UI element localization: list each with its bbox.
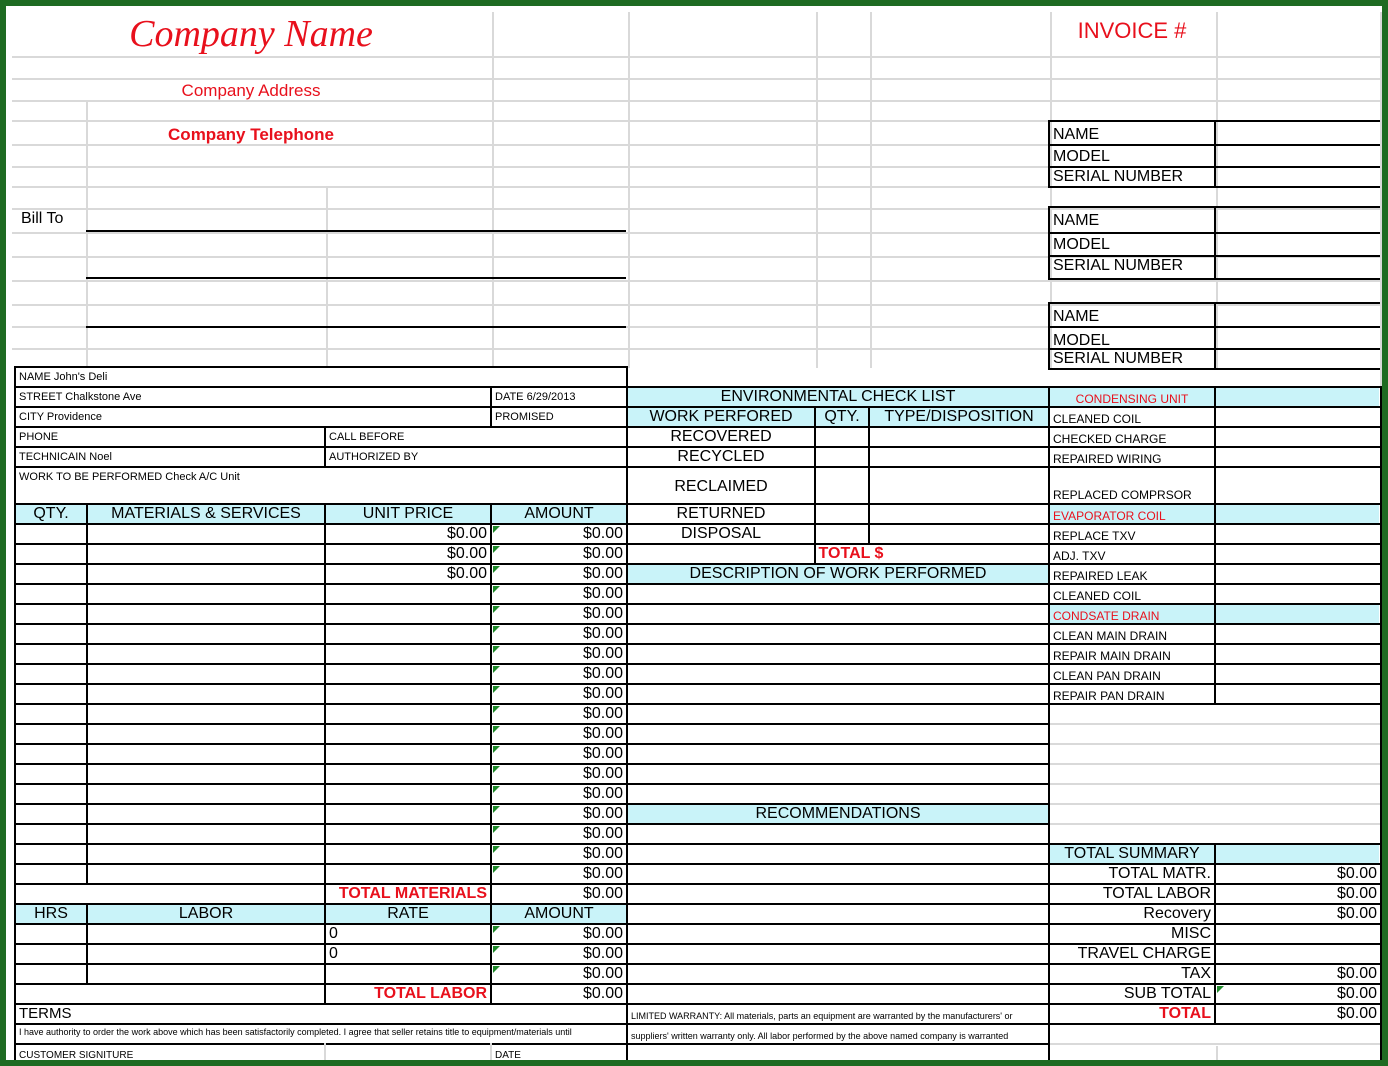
summary-row-label: Recovery xyxy=(1143,905,1211,922)
summary-row-value: $0.00 xyxy=(1336,985,1377,1002)
border-line xyxy=(626,603,1048,605)
summary-row-label: TOTAL MATR. xyxy=(1108,865,1211,882)
gridline xyxy=(1050,783,1380,785)
materials-column-header: AMOUNT xyxy=(524,505,594,522)
equipment-model-label: MODEL xyxy=(1053,236,1110,253)
border-line xyxy=(14,1043,1048,1045)
phone-label: PHONE xyxy=(19,431,59,443)
checklist-item: CLEAN MAIN DRAIN xyxy=(1053,629,1168,643)
equipment-model-label: MODEL xyxy=(1053,332,1110,349)
total-labor-value: $0.00 xyxy=(582,985,623,1002)
bill-to-label: Bill To xyxy=(21,210,64,227)
summary-row-label: SUB TOTAL xyxy=(1123,985,1211,1002)
border-line xyxy=(1048,1023,1380,1025)
amount-cell: $0.00 xyxy=(582,525,623,542)
env-row-label: DISPOSAL xyxy=(680,525,762,542)
amount-cell: $0.00 xyxy=(582,745,623,762)
env-row-label: RECOVERED xyxy=(670,428,772,445)
equipment-name-label: NAME xyxy=(1053,126,1100,143)
unit-price-cell xyxy=(326,665,490,683)
border-line xyxy=(86,326,626,328)
amount-cell: $0.00 xyxy=(582,825,623,842)
summary-row-value xyxy=(1216,925,1380,943)
evaporator-coil-title: EVAPORATOR COIL xyxy=(1053,509,1166,523)
total-labor-label: TOTAL LABOR xyxy=(374,985,487,1002)
border-line xyxy=(626,683,1048,685)
env-row-label: RETURNED xyxy=(676,505,766,522)
unit-price-cell xyxy=(326,765,490,783)
equipment-name-label: NAME xyxy=(1053,212,1100,229)
gridline xyxy=(1216,12,1218,368)
border-line xyxy=(1214,302,1216,368)
unit-price-cell xyxy=(326,645,490,663)
border-line xyxy=(626,643,1048,645)
summary-row-label: TAX xyxy=(1181,965,1211,982)
promised-label: PROMISED xyxy=(495,411,554,423)
amount-cell: $0.00 xyxy=(582,585,623,602)
labor-amount-cell: $0.00 xyxy=(582,925,623,942)
border-line xyxy=(626,723,1048,725)
authorized-by-label: AUTHORIZED BY xyxy=(329,451,419,463)
border-line xyxy=(626,783,1048,785)
condensate-drain-title: CONDSATE DRAIN xyxy=(1053,609,1160,623)
amount-cell: $0.00 xyxy=(582,685,623,702)
amount-cell: $0.00 xyxy=(582,645,623,662)
signature-date-label: DATE xyxy=(495,1050,521,1061)
amount-cell: $0.00 xyxy=(582,565,623,582)
gridline xyxy=(1050,723,1380,725)
summary-row-value: $0.00 xyxy=(1336,905,1377,922)
labor-amount-cell: $0.00 xyxy=(582,945,623,962)
warranty-text-line2: suppliers' written warranty only. All labor performed by the above named company is warranted xyxy=(631,1031,1009,1041)
unit-price-cell xyxy=(326,725,490,743)
amount-cell: $0.00 xyxy=(582,865,623,882)
border-line xyxy=(626,663,1048,665)
amount-cell: $0.00 xyxy=(582,845,623,862)
gridline xyxy=(1050,1043,1380,1045)
terms-text: I have authority to order the work above which has been satisfactorily completed. I agree that seller retains title to equipment/materials until xyxy=(19,1027,572,1037)
total-summary-title: TOTAL SUMMARY xyxy=(1064,845,1200,862)
border-line xyxy=(1214,386,1216,703)
amount-cell: $0.00 xyxy=(582,725,623,742)
gridline xyxy=(12,56,1388,58)
gridline xyxy=(12,280,1388,282)
summary-row-value xyxy=(1216,945,1380,963)
company-telephone: Company Telephone xyxy=(168,125,334,144)
border-line xyxy=(626,983,1048,985)
materials-column-header: MATERIALS & SERVICES xyxy=(111,505,301,522)
border-line xyxy=(626,823,1048,825)
amount-cell: $0.00 xyxy=(582,545,623,562)
env-row-label: RECYCLED xyxy=(677,448,765,465)
labor-rate-cell xyxy=(326,965,490,983)
description-of-work-title: DESCRIPTION OF WORK PERFORMED xyxy=(689,565,987,582)
labor-column-header: LABOR xyxy=(178,905,234,922)
equipment-serial-label: SERIAL NUMBER xyxy=(1053,350,1184,367)
border-line xyxy=(86,277,626,279)
work-performed-header: WORK PERFORED xyxy=(649,408,793,425)
summary-row-value: $0.00 xyxy=(1336,965,1377,982)
company-address: Company Address xyxy=(181,81,321,100)
equipment-serial-label: SERIAL NUMBER xyxy=(1053,257,1184,274)
summary-row-label: MISC xyxy=(1171,925,1211,942)
border-line xyxy=(324,503,326,903)
work-to-be-performed: WORK TO BE PERFORMED Check A/C Unit xyxy=(19,471,240,483)
border-line xyxy=(626,623,1048,625)
border-line xyxy=(814,406,816,563)
border-line xyxy=(626,763,1048,765)
border-line xyxy=(626,883,1048,885)
total-materials-value: $0.00 xyxy=(582,885,623,902)
summary-row-value: $0.00 xyxy=(1336,885,1377,902)
grand-total-label: TOTAL xyxy=(1159,1005,1211,1022)
recommendations-title: RECOMMENDATIONS xyxy=(755,805,921,822)
unit-price-cell xyxy=(326,805,490,823)
amount-cell: $0.00 xyxy=(582,625,623,642)
summary-row-value: $0.00 xyxy=(1336,865,1377,882)
gridline xyxy=(1050,823,1380,825)
gridline xyxy=(1050,743,1380,745)
border-line xyxy=(626,943,1048,945)
border-line xyxy=(626,963,1048,965)
unit-price-cell: $0.00 xyxy=(446,545,487,562)
checklist-item: CLEANED COIL xyxy=(1053,412,1142,426)
type-disposition-header: TYPE/DISPOSITION xyxy=(884,408,1034,425)
terms-label: TERMS xyxy=(19,1005,72,1022)
gridline xyxy=(1050,763,1380,765)
checklist-item: CLEANED COIL xyxy=(1053,589,1142,603)
labor-column-header: AMOUNT xyxy=(524,905,594,922)
env-row-label: RECLAIMED xyxy=(674,478,768,495)
border-line xyxy=(1214,206,1216,278)
amount-cell: $0.00 xyxy=(582,785,623,802)
labor-column-header: HRS xyxy=(34,905,68,922)
border-line xyxy=(868,406,870,543)
border-line xyxy=(626,903,1048,905)
border-line xyxy=(1048,278,1380,280)
checklist-item: ADJ. TXV xyxy=(1053,549,1106,563)
labor-rate-cell: 0 xyxy=(329,925,338,942)
amount-cell: $0.00 xyxy=(582,705,623,722)
unit-price-cell xyxy=(326,605,490,623)
checklist-item: REPAIRED WIRING xyxy=(1053,452,1162,466)
amount-cell: $0.00 xyxy=(582,805,623,822)
unit-price-cell xyxy=(326,745,490,763)
border-line xyxy=(1048,703,1380,705)
border-line xyxy=(626,843,1048,845)
border-line xyxy=(86,230,626,232)
summary-row-label: TOTAL LABOR xyxy=(1102,885,1211,902)
warranty-text-line1: LIMITED WARRANTY: All materials, parts an equipment are warranted by the manufacturers' or xyxy=(631,1011,1013,1021)
environmental-checklist-title: ENVIRONMENTAL CHECK LIST xyxy=(720,388,956,405)
unit-price-cell xyxy=(326,625,490,643)
border-line xyxy=(626,923,1048,925)
technician: TECHNICAIN Noel xyxy=(19,451,112,463)
checklist-item: REPAIRED LEAK xyxy=(1053,569,1148,583)
call-before-label: CALL BEFORE xyxy=(329,431,405,443)
amount-cell: $0.00 xyxy=(582,665,623,682)
border-line xyxy=(1048,368,1380,370)
labor-rate-cell: 0 xyxy=(329,945,338,962)
border-line xyxy=(1214,120,1216,186)
company-name: Company Name xyxy=(129,12,373,55)
unit-price-cell xyxy=(326,705,490,723)
gridline xyxy=(12,100,1388,102)
materials-column-header: UNIT PRICE xyxy=(362,505,454,522)
customer-city: CITY Providence xyxy=(19,411,102,423)
border-line xyxy=(86,503,88,883)
checklist-item: CLEAN PAN DRAIN xyxy=(1053,669,1161,683)
customer-date: DATE 6/29/2013 xyxy=(495,391,576,403)
checklist-item: REPAIR PAN DRAIN xyxy=(1053,689,1165,703)
border-line xyxy=(626,583,1048,585)
equipment-name-label: NAME xyxy=(1053,308,1100,325)
gridline xyxy=(870,12,872,368)
checklist-item: CHECKED CHARGE xyxy=(1053,432,1167,446)
gridline xyxy=(816,12,818,368)
grand-total-value: $0.00 xyxy=(1336,1005,1377,1022)
unit-price-cell xyxy=(326,845,490,863)
checklist-item: REPLACED COMPRSOR xyxy=(1053,488,1192,502)
border-line xyxy=(1380,386,1382,1066)
gridline xyxy=(1050,803,1380,805)
border-line xyxy=(1048,186,1380,188)
checklist-item: REPLACE TXV xyxy=(1053,529,1136,543)
gridline xyxy=(324,1043,326,1064)
unit-price-cell xyxy=(326,585,490,603)
gridline xyxy=(1216,1046,1218,1066)
unit-price-cell xyxy=(326,825,490,843)
materials-column-header: QTY. xyxy=(33,505,69,522)
equipment-serial-label: SERIAL NUMBER xyxy=(1053,168,1184,185)
checklist-item: REPAIR MAIN DRAIN xyxy=(1053,649,1171,663)
border-line xyxy=(626,863,1048,865)
amount-cell: $0.00 xyxy=(582,605,623,622)
labor-column-header: RATE xyxy=(387,905,429,922)
unit-price-cell xyxy=(326,865,490,883)
gridline xyxy=(628,12,630,368)
unit-price-cell: $0.00 xyxy=(446,525,487,542)
customer-street: STREET Chalkstone Ave xyxy=(19,391,142,403)
condensing-unit-title: CONDENSING UNIT xyxy=(1075,392,1189,406)
unit-price-cell xyxy=(326,785,490,803)
border-line xyxy=(626,1003,1048,1005)
customer-name: NAME John's Deli xyxy=(19,371,108,383)
labor-amount-cell: $0.00 xyxy=(582,965,623,982)
equipment-model-label: MODEL xyxy=(1053,148,1110,165)
border-line xyxy=(626,703,1048,705)
summary-row-label: TRAVEL CHARGE xyxy=(1077,945,1211,962)
amount-cell: $0.00 xyxy=(582,765,623,782)
border-line xyxy=(626,743,1048,745)
invoice-number-label: INVOICE # xyxy=(1077,17,1187,43)
qty-header: QTY. xyxy=(824,408,860,425)
unit-price-cell: $0.00 xyxy=(446,565,487,582)
env-total-label: TOTAL $ xyxy=(818,545,884,562)
total-materials-label: TOTAL MATERIALS xyxy=(338,885,487,902)
customer-signature-label: CUSTOMER SIGNITURE xyxy=(19,1050,134,1061)
unit-price-cell xyxy=(326,685,490,703)
gridline xyxy=(492,12,494,368)
invoice-spreadsheet xyxy=(6,6,1388,1066)
